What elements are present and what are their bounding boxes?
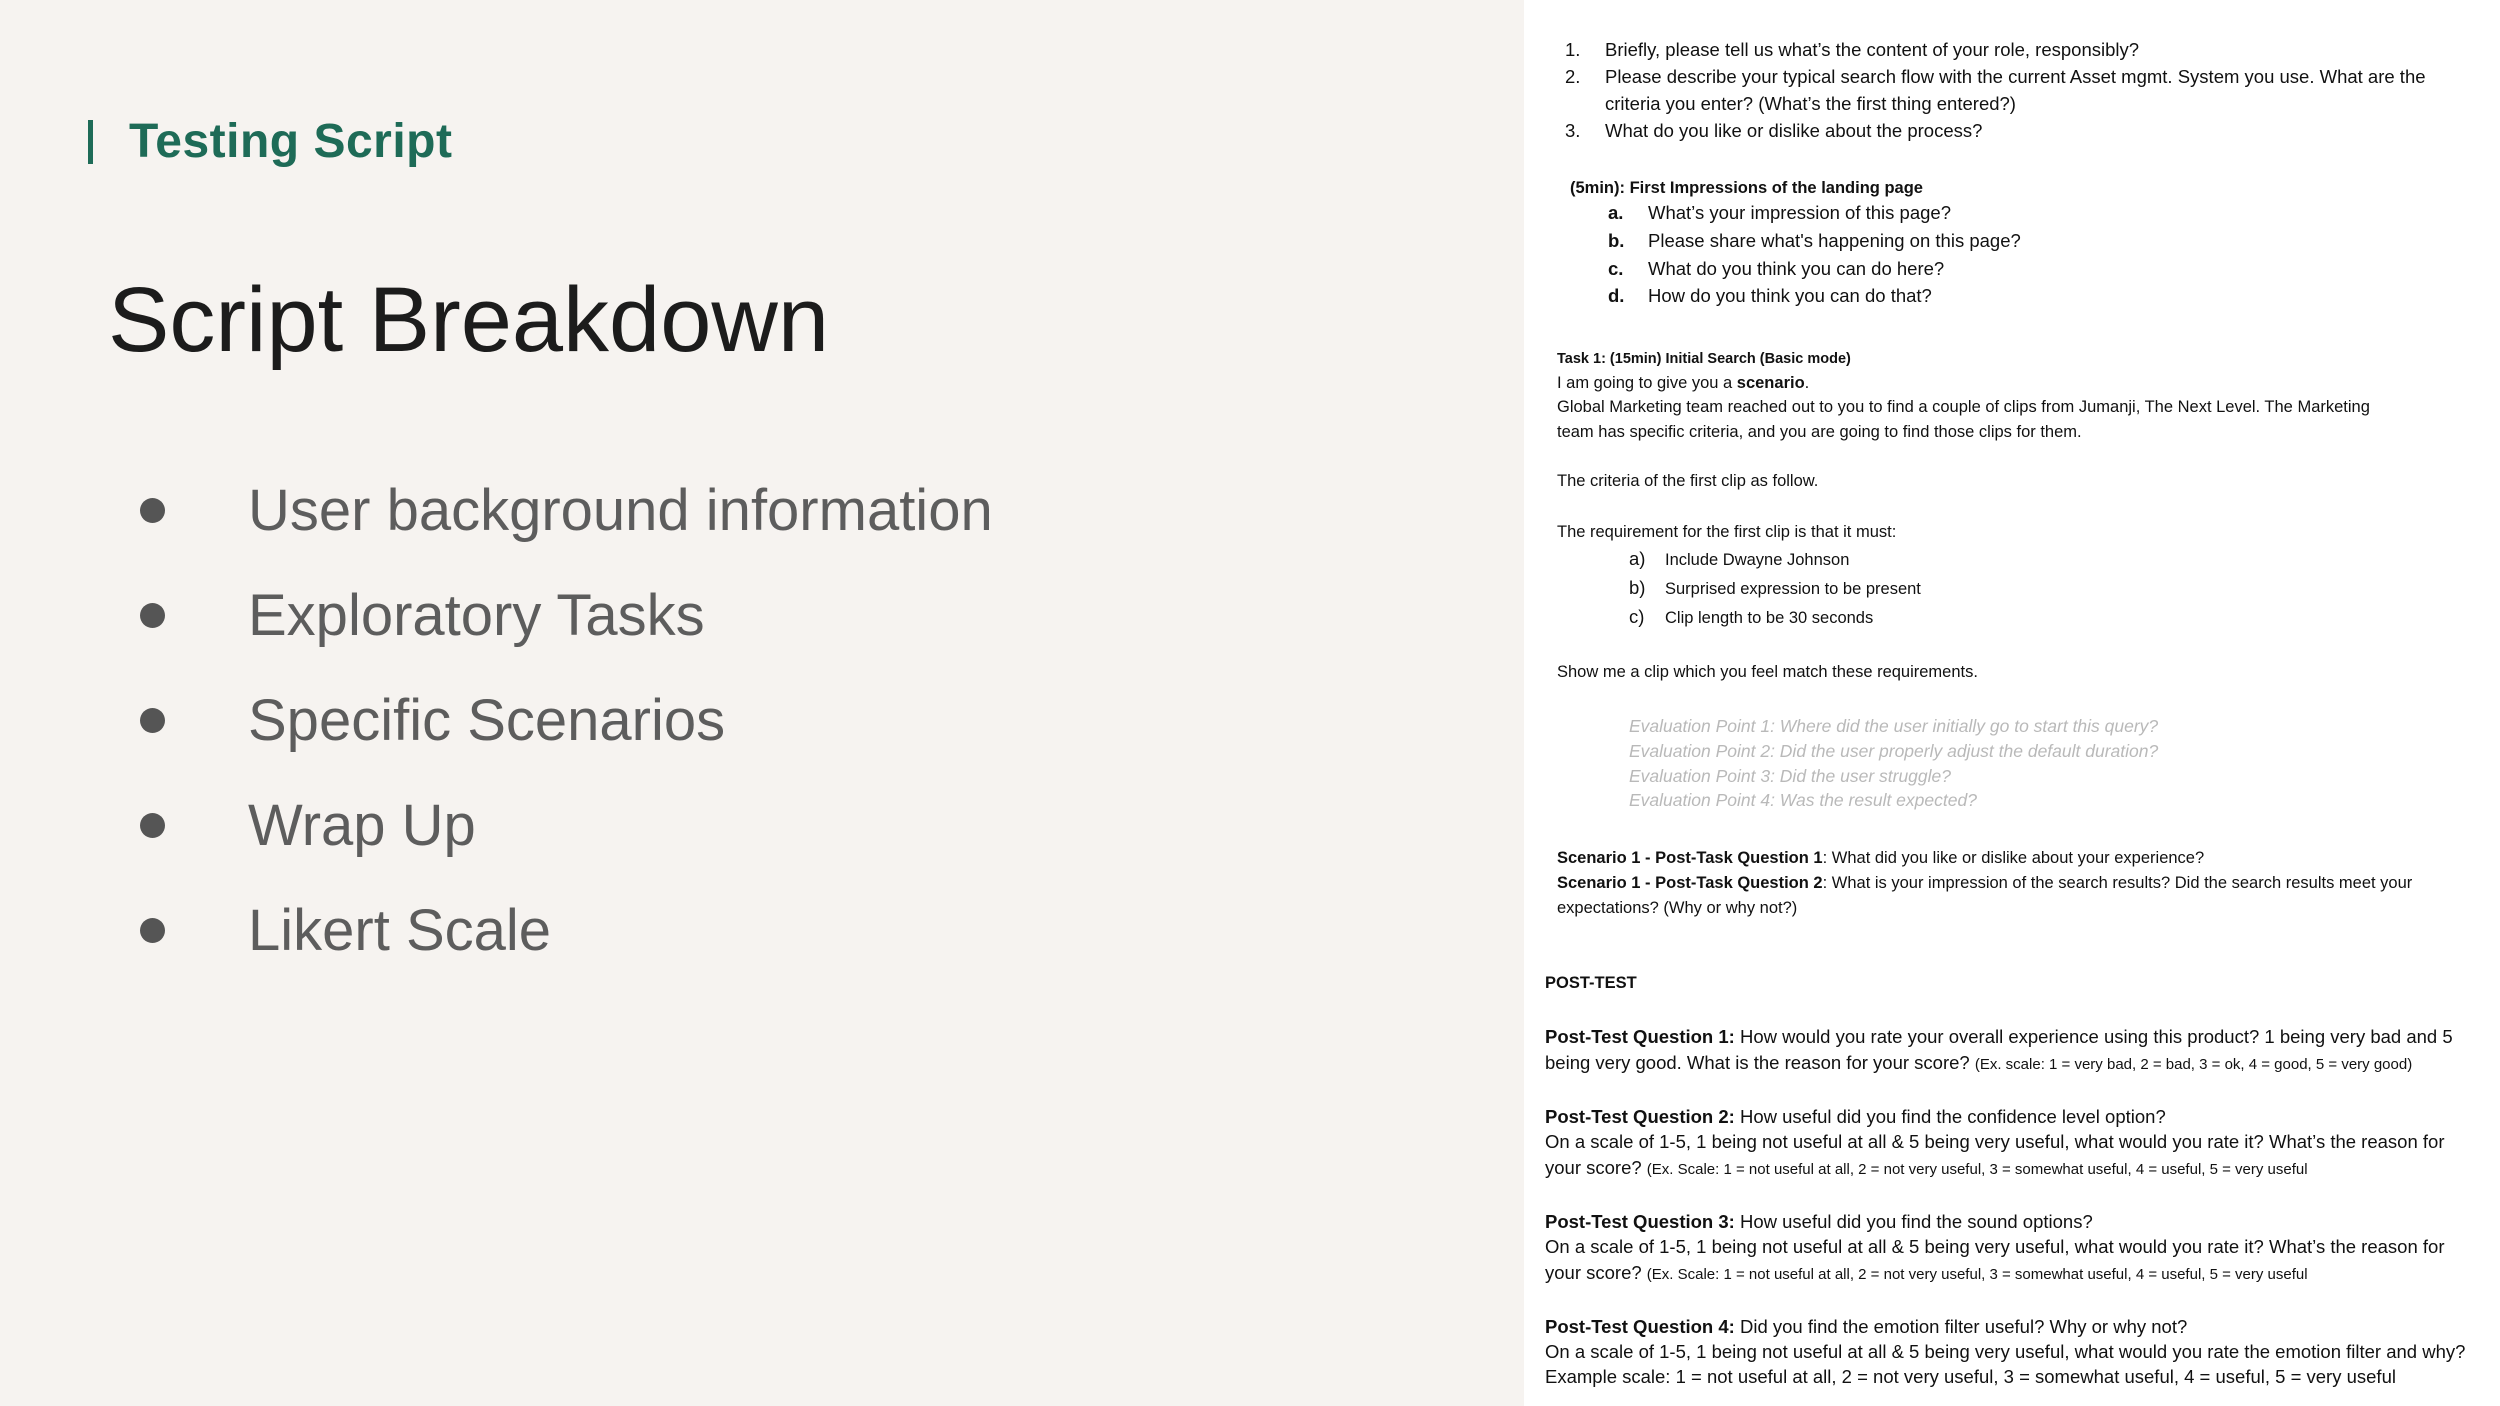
list-letter: c. xyxy=(1608,258,1624,279)
question-text: How useful did you find the confidence level option? xyxy=(1734,1106,2166,1127)
post-test-question-cont xyxy=(1545,1261,2308,1287)
bullet-item xyxy=(140,878,993,983)
intro-bold: scenario xyxy=(1736,374,1805,392)
bullet-text: User background information xyxy=(248,478,993,543)
bullet-dot-icon xyxy=(140,708,165,733)
question-label: Post-Test Question 3: xyxy=(1545,1211,1735,1232)
bullet-item xyxy=(140,773,993,878)
evaluation-point: Evaluation Point 2: Did the user properly adjust the default duration? xyxy=(1629,741,2159,761)
list-item-text: criteria you enter? (What’s the first thing entered?) xyxy=(1605,93,2016,114)
list-letter: c) xyxy=(1629,606,1645,627)
post-test-question-cont: On a scale of 1-5, 1 being not useful at all & 5 being very useful, what would you rate the emotion filter and why? xyxy=(1545,1341,2466,1362)
list-letter: d. xyxy=(1608,285,1625,306)
section-label xyxy=(88,112,452,172)
bullet-item xyxy=(140,668,993,773)
requirement-intro: The requirement for the first clip is that it must: xyxy=(1557,523,1897,541)
section-label-text: Testing Script xyxy=(129,115,453,168)
requirement-text: Include Dwayne Johnson xyxy=(1665,551,1850,569)
list-letter: a) xyxy=(1629,548,1646,569)
question-text: How would you rate your overall experience using this product? 1 being very bad and 5 xyxy=(1734,1026,2453,1047)
list-item-text: What do you think you can do here? xyxy=(1648,258,1945,279)
list-letter: b) xyxy=(1629,577,1646,598)
scale-text: (Ex. Scale: 1 = not useful at all, 2 = not very useful, 3 = somewhat useful, 4 = useful, 5 = very useful xyxy=(1646,1161,2308,1178)
bullet-dot-icon xyxy=(140,603,165,628)
task-heading: Task 1: (15min) Initial Search (Basic mode) xyxy=(1557,351,1851,367)
list-item xyxy=(1565,119,1580,143)
question-text: Did you find the emotion filter useful? Why or why not? xyxy=(1734,1316,2188,1337)
list-item-text: Please describe your typical search flow with the current Asset mgmt. System you use. What are the xyxy=(1605,66,2426,87)
evaluation-point: Evaluation Point 3: Did the user struggle? xyxy=(1629,766,1951,786)
list-item-text: Briefly, please tell us what’s the content of your role, responsibly? xyxy=(1605,39,2140,60)
post-test-question xyxy=(1545,1210,2093,1234)
list-number: 3. xyxy=(1565,120,1581,141)
requirement-text: Clip length to be 30 seconds xyxy=(1665,609,1874,627)
bullet-text: Specific Scenarios xyxy=(248,688,726,753)
bullet-list xyxy=(140,458,993,983)
script-document xyxy=(1524,0,2500,1406)
list-item xyxy=(1565,65,1580,89)
criteria-intro: The criteria of the first clip as follow. xyxy=(1557,472,1819,490)
post-test-question xyxy=(1545,1315,2187,1339)
question-text: : What is your impression of the search results? Did the search results meet your xyxy=(1822,874,2413,892)
post-test-question-cont xyxy=(1545,1051,2412,1077)
page-title: Script Breakdown xyxy=(108,269,829,371)
bullet-dot-icon xyxy=(140,918,165,943)
post-test-question-cont: On a scale of 1-5, 1 being not useful at all & 5 being very useful, what would you rate it? What’s the reason for xyxy=(1545,1131,2445,1152)
task-context: Global Marketing team reached out to you to find a couple of clips from Jumanji, The Next Level. The Marketing xyxy=(1557,398,2370,416)
question-label: Post-Test Question 4: xyxy=(1545,1316,1735,1337)
accent-bar xyxy=(88,120,93,164)
question-label: Scenario 1 - Post-Task Question 2 xyxy=(1557,874,1823,892)
task-intro xyxy=(1557,371,1809,395)
question-text: being very good. What is the reason for your score? xyxy=(1545,1052,1975,1073)
list-item-text: Please share what's happening on this page? xyxy=(1648,230,2021,251)
list-item-text: What do you like or dislike about the process? xyxy=(1605,120,1983,141)
list-number: 2. xyxy=(1565,66,1581,87)
intro-text: I am going to give you a xyxy=(1557,374,1737,392)
bullet-dot-icon xyxy=(140,498,165,523)
intro-end: . xyxy=(1804,374,1810,392)
list-letter: a. xyxy=(1608,202,1624,223)
bullet-text: Likert Scale xyxy=(248,898,552,963)
post-test-question-cont xyxy=(1545,1156,2308,1182)
list-item-text: How do you think you can do that? xyxy=(1648,285,1932,306)
question-text: How useful did you find the sound options? xyxy=(1734,1211,2093,1232)
question-text: your score? xyxy=(1545,1157,1647,1178)
bullet-text: Wrap Up xyxy=(248,793,476,858)
scale-text: (Ex. scale: 1 = very bad, 2 = bad, 3 = ok, 4 = good, 5 = very good) xyxy=(1974,1056,2413,1073)
post-test-question-cont: Example scale: 1 = not useful at all, 2 = not very useful, 3 = somewhat useful, 4 = useful, 5 = very useful xyxy=(1545,1366,2396,1387)
bullet-dot-icon xyxy=(140,813,165,838)
post-task-question-cont: expectations? (Why or why not?) xyxy=(1557,899,1798,917)
question-label: Scenario 1 - Post-Task Question 1 xyxy=(1557,849,1823,867)
question-label: Post-Test Question 2: xyxy=(1545,1106,1735,1127)
list-number: 1. xyxy=(1565,39,1581,60)
bullet-item xyxy=(140,563,993,668)
scale-text: (Ex. Scale: 1 = not useful at all, 2 = not very useful, 3 = somewhat useful, 4 = useful, 5 = very useful xyxy=(1646,1266,2308,1283)
list-item-text: What’s your impression of this page? xyxy=(1648,202,1952,223)
post-test-question xyxy=(1545,1025,2453,1049)
bullet-item xyxy=(140,458,993,563)
task-context: team has specific criteria, and you are going to find those clips for them. xyxy=(1557,423,2082,441)
task-instruction: Show me a clip which you feel match these requirements. xyxy=(1557,663,1978,681)
evaluation-point: Evaluation Point 4: Was the result expected? xyxy=(1629,790,1977,810)
question-label: Post-Test Question 1: xyxy=(1545,1026,1735,1047)
question-text: your score? xyxy=(1545,1262,1647,1283)
list-item xyxy=(1565,38,1580,62)
list-letter: b. xyxy=(1608,230,1625,251)
post-test-question xyxy=(1545,1105,2166,1129)
post-test-question-cont: On a scale of 1-5, 1 being not useful at all & 5 being very useful, what would you rate it? What’s the reason for xyxy=(1545,1236,2445,1257)
question-text: : What did you like or dislike about your experience? xyxy=(1822,849,2205,867)
evaluation-point: Evaluation Point 1: Where did the user initially go to start this query? xyxy=(1629,716,2159,736)
post-test-heading: POST-TEST xyxy=(1545,974,1637,992)
bullet-text: Exploratory Tasks xyxy=(248,583,705,648)
section-heading: (5min): First Impressions of the landing page xyxy=(1570,179,1923,197)
post-task-question xyxy=(1557,871,2412,895)
post-task-question xyxy=(1557,846,2204,870)
requirement-text: Surprised expression to be present xyxy=(1665,580,1921,598)
